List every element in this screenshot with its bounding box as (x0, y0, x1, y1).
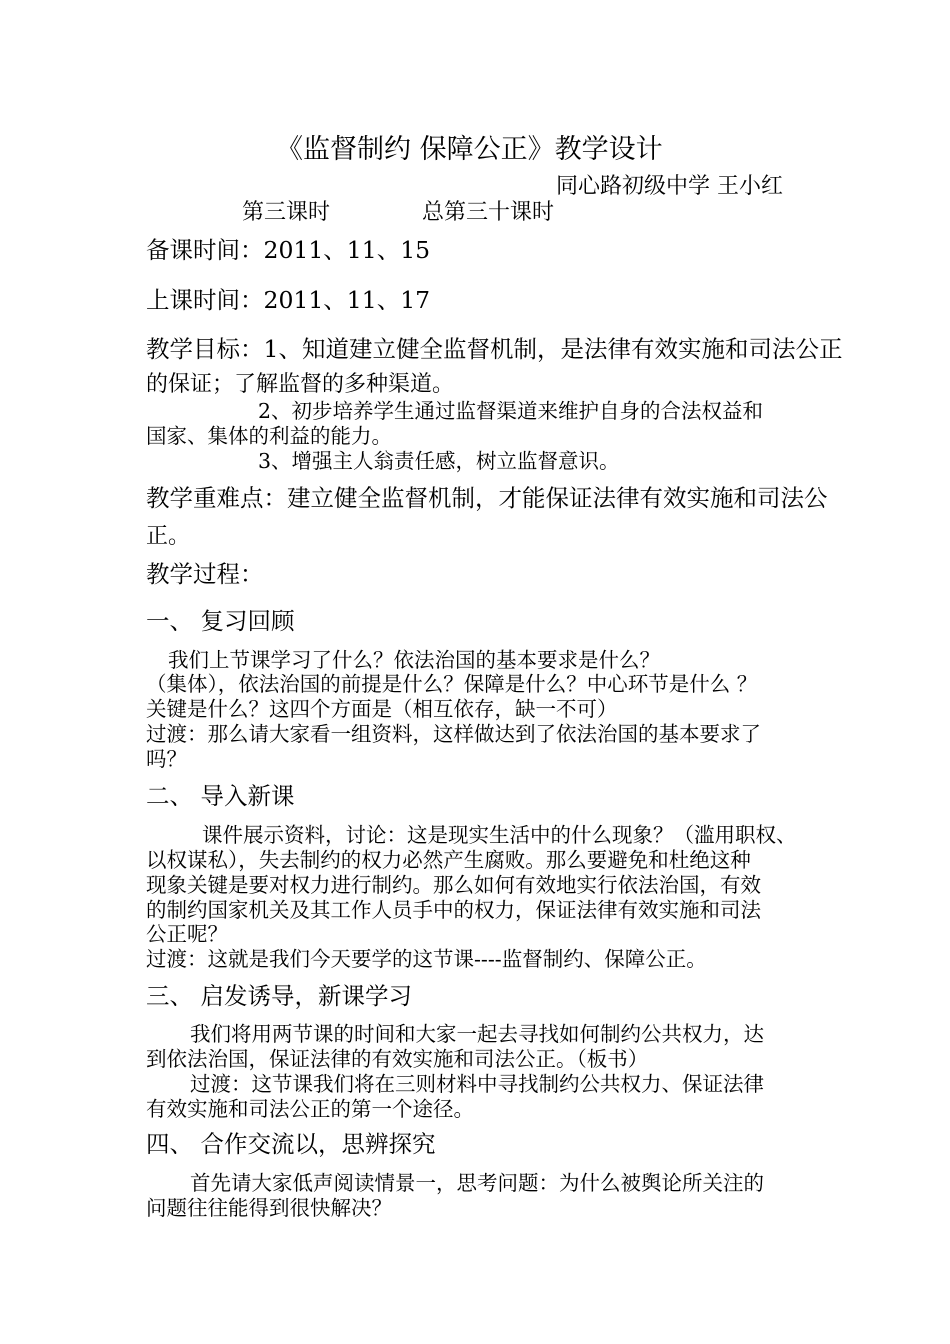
section-2-line-6: 过渡：这就是我们今天要学的这节课----监督制约、保障公正。 (146, 947, 707, 971)
goals-line-3: 2、初步培养学生通过监督渠道来维护自身的合法权益和 (258, 399, 764, 423)
document-title: 《监督制约 保障公正》教学设计 (276, 134, 663, 165)
section-3-line-2: 到依法治国，保证法律的有效实施和司法公正。（板书） (146, 1047, 649, 1071)
goals-line-4: 国家、集体的利益的能力。 (146, 424, 392, 448)
section-2-line-3: 现象关键是要对权力进行制约。那么如何有效地实行依法治国，有效 (146, 873, 761, 897)
section-1-line-1: 我们上节课学习了什么？依法治国的基本要求是什么？ (168, 648, 660, 672)
section-4-line-1: 首先请大家低声阅读情景一，思考问题：为什么被舆论所关注的 (190, 1171, 764, 1195)
goals-line-1: 教学目标：1、知道建立健全监督机制，是法律有效实施和司法公正 (146, 335, 843, 363)
section-3-line-3: 过渡：这节课我们将在三则材料中寻找制约公共权力、保证法律 (190, 1072, 764, 1096)
section-1-line-5: 吗？ (146, 747, 187, 771)
total-lesson-number: 总第三十课时 (422, 200, 555, 225)
section-2-line-4: 的制约国家机关及其工作人员手中的权力，保证法律有效实施和司法 (146, 898, 761, 922)
section-4-heading: 四、 合作交流以，思辨探究 (146, 1130, 436, 1158)
key-points-line-1: 教学重难点：建立健全监督机制，才能保证法律有效实施和司法公 (146, 484, 828, 512)
section-3-line-1: 我们将用两节课的时间和大家一起去寻找如何制约公共权力，达 (190, 1022, 764, 1046)
section-2-line-2: 以权谋私），失去制约的权力必然产生腐败。那么要避免和杜绝这种 (146, 848, 751, 872)
section-3-line-4: 有效实施和司法公正的第一个途径。 (146, 1097, 474, 1121)
lesson-number: 第三课时 (242, 200, 331, 225)
goals-line-2: 的保证；了解监督的多种渠道。 (146, 372, 455, 397)
section-4-line-2: 问题往往能得到很快解决？ (146, 1196, 392, 1220)
section-3-heading: 三、 启发诱导，新课学习 (146, 982, 412, 1010)
prep-time: 备课时间：2011、11、15 (146, 236, 431, 264)
section-1-line-3: 关键是什么？这四个方面是（相互依存，缺一不可） (146, 697, 618, 721)
section-2-line-1: 课件展示资料，讨论：这是现实生活中的什么现象？（滥用职权、 (202, 823, 797, 847)
key-points-line-2: 正。 (146, 524, 191, 549)
goals-line-5: 3、增强主人翁责任感，树立监督意识。 (258, 449, 620, 473)
section-1-line-2: （集体），依法治国的前提是什么？保障是什么？中心环节是什么 ？ (146, 672, 758, 696)
author-line: 同心路初级中学 王小红 (556, 174, 783, 199)
section-2-heading: 二、 导入新课 (146, 782, 295, 810)
process-heading: 教学过程： (146, 560, 264, 588)
section-1-heading: 一、 复习回顾 (146, 607, 295, 635)
section-2-line-5: 公正呢？ (146, 922, 228, 946)
class-time: 上课时间：2011、11、17 (146, 286, 431, 314)
section-1-line-4: 过渡：那么请大家看一组资料，这样做达到了依法治国的基本要求了 (146, 722, 761, 746)
